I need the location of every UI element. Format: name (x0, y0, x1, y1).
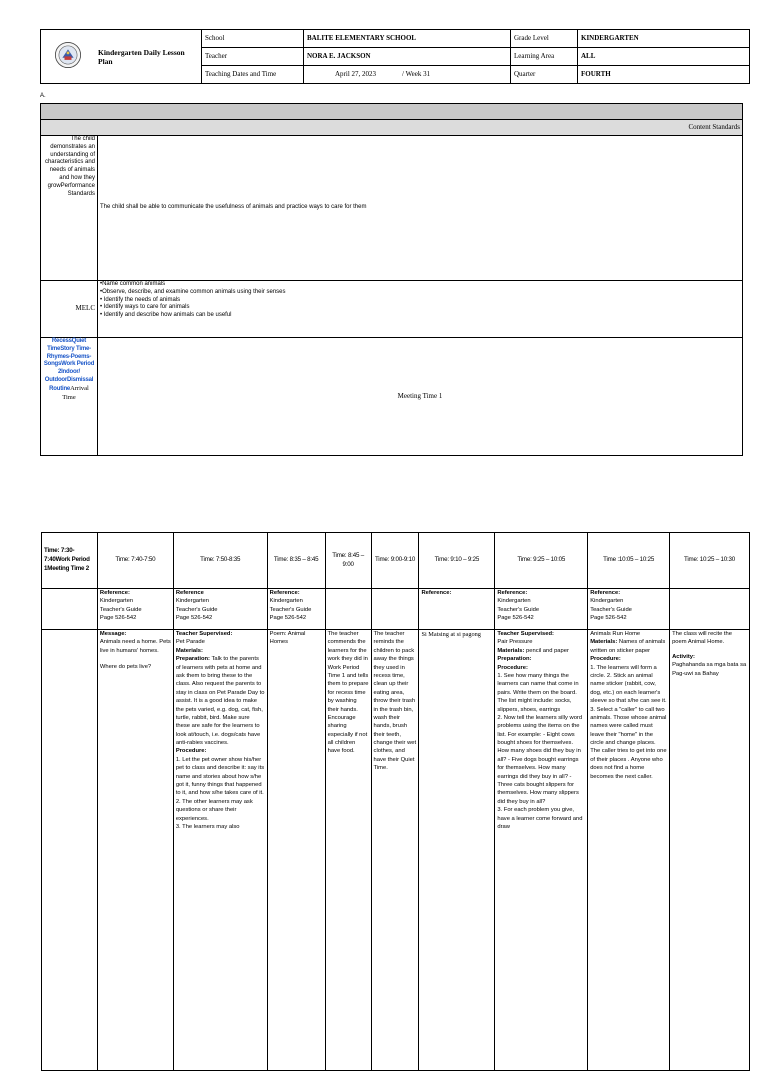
melc-item: • Identify the needs of animals (100, 296, 181, 303)
area-label: Learning Area (511, 48, 578, 66)
reference-cell: Reference: Kindergarten Teacher's Guide Page 526-542 (495, 589, 588, 630)
melc-list (98, 281, 743, 338)
activity-cell-pair-pressure: Teacher Supervised: Pair Pressure Materials: pencil and paper Preparation: Procedure: 1. See how many things the learners can name that come in pairs. Write them on the board. The list might include: socks, slippers, shoes, earrings 2. Now tell the learners silly word problems using the items on the list. For example: - Eight cows bought shoes for themselves. How many shoes did they buy in all? - Five dogs bought earrings for themselves. How many earrings did they buy in all? - Three cats bought slippers for themselves. How many slippers did they buy in all? 3. For each problem you give, have a learner come forward and draw (495, 630, 588, 1071)
activity-cell-empty (42, 630, 98, 1071)
reference-cell: Reference: Kindergarten Teacher's Guide Page 526-542 (588, 589, 670, 630)
quarter-label: Quarter (511, 66, 578, 84)
standards-table (40, 103, 743, 456)
time-cell: Time :10:05 – 10:25 (588, 533, 670, 589)
schedule-routine-label: RecessQuiet TimeStory Time-Rhymes-Poems-SongsWork Period 2Indoor/ OutdoorDismissal RoutineArrival Time (41, 338, 98, 456)
time-cell: Time: 9:00-9:10 (371, 533, 419, 589)
lesson-plan-header (40, 29, 750, 84)
activity-cell-story: Si Matsing at si pagong (419, 630, 495, 1071)
content-standard-text: The child demonstrates an understanding of characteristics and needs of animals and how they growPerformance Standards (41, 136, 98, 281)
content-standards-header: Content Standards (41, 120, 743, 136)
melc-label: MELC (41, 281, 98, 338)
reference-cell: Reference Kindergarten Teacher's Guide Page 526-542 (173, 589, 267, 630)
time-cell: Time: 10:25 – 10:30 (670, 533, 750, 589)
reference-row (42, 589, 750, 630)
reference-cell: Reference: Kindergarten Teacher's Guide Page 526-542 (97, 589, 173, 630)
melc-item: •Observe, describe, and examine common animals using their senses (100, 288, 286, 295)
activity-cell-pet-parade: Teacher Supervised: Pet Parade Materials: Preparation: Talk to the parents of learners with pets at home and ask them to bring these to the class. Also request the parents to stay in class on Pet Parade Day to assist. It is a good idea to make the pets varied, e.g. dog, cat, fish, turtle, rabbit, bird. Make sure these are safe for the learners to look at/touch, i.e. dogs/cats have anti-rabies vaccines. Procedure: 1. Let the pet owner show his/her pet to class and describe it: say its name and stories about how s/he got it, funny things that happened to it, and how s/he takes care of it. 2. The other learners may ask questions or share their experiences. 3. The learners may also (173, 630, 267, 1071)
melc-item: • Identify and describe how animals can be useful (100, 312, 232, 319)
activities-row (42, 630, 750, 1071)
melc-item: • Identify ways to care for animals (100, 304, 190, 311)
area-value: ALL (578, 48, 750, 66)
grade-value: KINDERGARTEN (578, 30, 750, 48)
activity-cell-dismissal: The class will recite the poem Animal Home. Activity: Paghahanda sa mga bata sa Pag-uwi sa Bahay (670, 630, 750, 1071)
school-label: School (202, 30, 304, 48)
gray-header-bar (41, 104, 743, 120)
reference-cell (42, 589, 98, 630)
time-cell: Time: 9:10 – 9:25 (419, 533, 495, 589)
dates-value: April 27, 2023 / Week 31 (304, 66, 511, 84)
activity-cell-recess: The teacher commends the learners for the work they did in Work Period Time 1 and tells them to prepare for recess time by washing their hands. Encourage sharing especially if not all children have food. (325, 630, 371, 1071)
activity-cell-poem: Poem: Animal Homes (267, 630, 325, 1071)
performance-standard-text: The child shall be able to communicate the usefulness of animals and practice ways to care for them (98, 136, 743, 281)
time-cell: Time: 9:25 – 10:05 (495, 533, 588, 589)
deped-seal-icon (54, 41, 82, 69)
time-cell: Time: 8:45 – 9:00 (325, 533, 371, 589)
melc-item: •Name common animals (100, 281, 166, 287)
reference-cell (371, 589, 419, 630)
teacher-label: Teacher (202, 48, 304, 66)
reference-cell (670, 589, 750, 630)
quarter-value: FOURTH (578, 66, 750, 84)
section-a-label: A. (40, 93, 46, 99)
lesson-plan-title: Kindergarten Daily Lesson Plan (95, 30, 202, 84)
reference-cell (325, 589, 371, 630)
activity-cell-quiet-time: The teacher reminds the children to pack away the things they used in recess time, clean up their eating area, throw their trash in the trash bin, wash their hands, brush their teeth, change their wet clothes, and have their Quiet Time. (371, 630, 419, 1071)
time-cell: Time: 8:35 – 8:45 (267, 533, 325, 589)
time-row (42, 533, 750, 589)
time-cell: Time: 7:30-7:40Work Period 1Meeting Time 2 (42, 533, 98, 589)
daily-schedule-table (41, 532, 750, 1071)
time-cell: Time: 7:50-8:35 (173, 533, 267, 589)
activity-cell-animals-run-home: Animals Run Home Materials: Names of animals written on sticker paper Procedure: 1. The learners will form a circle. 2. Stick an animal name sticker (rabbit, cow, dog, etc.) on each learner's sleeve so that s/he can see it. 3. Select a "caller" to call two animals. Those whose animal names were called must leave their "home" in the circle and change places. The caller tries to get into one of their places . Anyone who does not find a home becomes the next caller. (588, 630, 670, 1071)
reference-cell: Reference: Kindergarten Teacher's Guide Page 526-542 (267, 589, 325, 630)
reference-cell: Reference: (419, 589, 495, 630)
school-value: BALITE ELEMENTARY SCHOOL (304, 30, 511, 48)
activity-cell-message: Message: Animals need a home. Pets live in humans' homes. Where do pets live? (97, 630, 173, 1071)
meeting-time-label: Meeting Time 1 (98, 338, 743, 456)
dates-label: Teaching Dates and Time (202, 66, 304, 84)
grade-label: Grade Level (511, 30, 578, 48)
time-cell: Time: 7:40-7:50 (97, 533, 173, 589)
deped-seal-cell (41, 30, 96, 84)
teacher-value: NORA E. JACKSON (304, 48, 511, 66)
